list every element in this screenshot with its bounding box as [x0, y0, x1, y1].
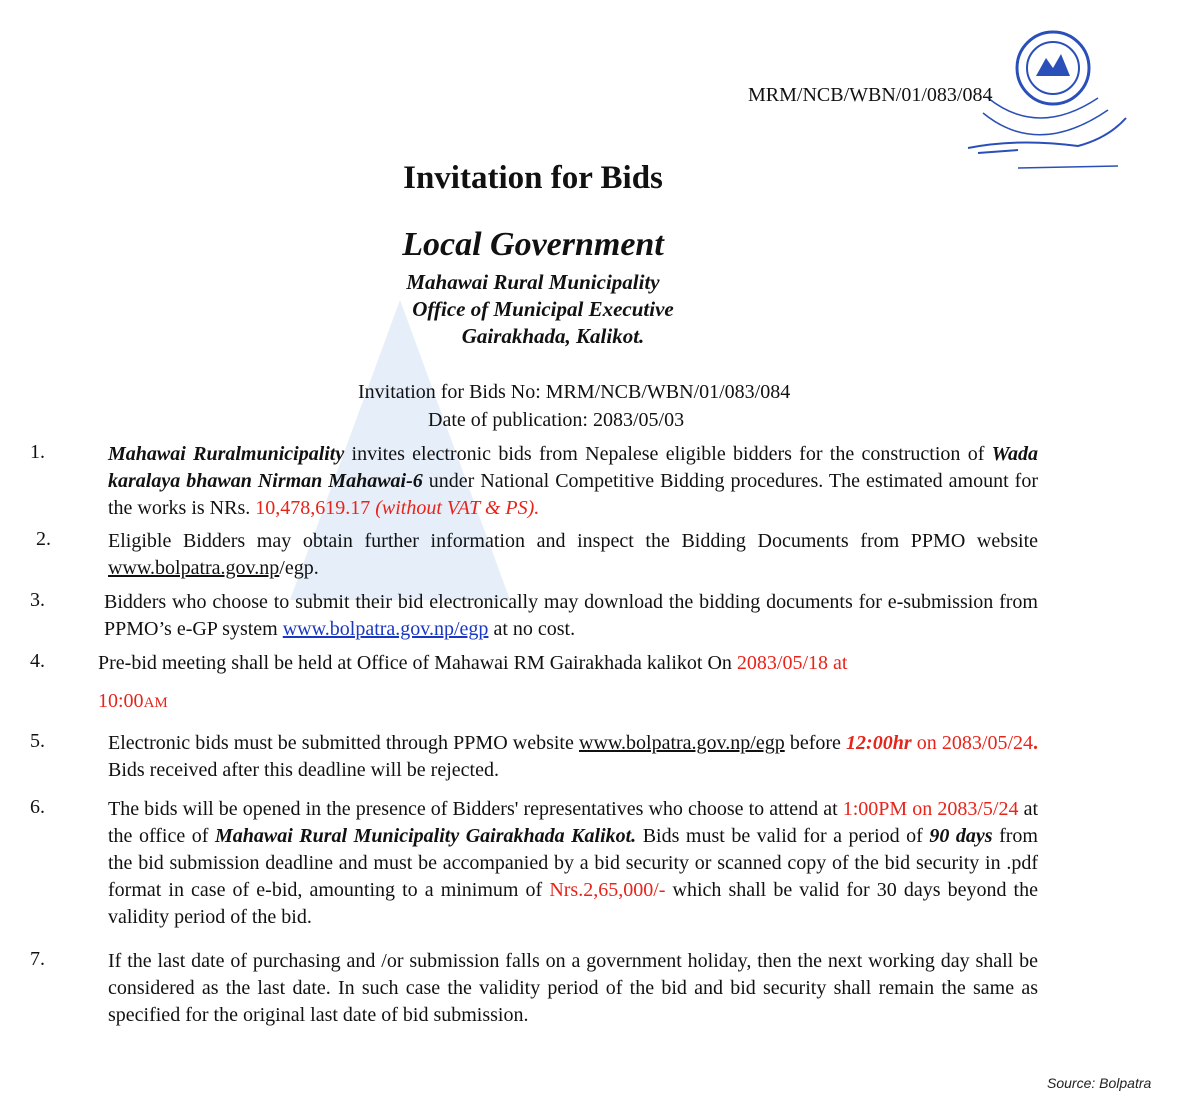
item-4-number: 4. [30, 650, 45, 672]
source-credit: Source: Bolpatra [1047, 1075, 1152, 1091]
municipality-name: Mahawai Ruralmunicipality [108, 443, 345, 465]
deadline-date: on 2083/05/24 [916, 732, 1034, 754]
item-3-text: Bidders who choose to submit their bid electronically may download the bidding documents for e-submission from PPMO’s e-GP system www.bolpatra.gov.np/egp at no cost. [104, 591, 1038, 640]
bolpatra-link[interactable]: www.bolpatra.gov.np [108, 557, 280, 579]
amount-note: (without VAT & PS). [370, 497, 540, 519]
prebid-date: 2083/05/18 at [736, 652, 848, 674]
item-6-text: The bids will be opened in the presence of Bidders' representatives who choose to attend at 1:00PM on 2083/5/24 at the office of Mahawai Rural Municipality Gairakhada Kalikot. Bids must be valid for a period of 90 days from the bid submission deadline and must be accompanied by a bid security or scanned copy of the bid security in .pdf format in case of e-bid, amounting to a minimum of Nrs.2,65,000/- which shall be valid for 30 days beyond the validity period of the bid. [108, 798, 1039, 928]
item-2-text: Eligible Bidders may obtain further information and inspect the Bidding Documents from PPMO website www.bolpatra.gov.np/egp. [108, 530, 1038, 579]
reference-number: MRM/NCB/WBN/01/083/084 [748, 84, 993, 106]
publication-date: Date of publication: 2083/05/03 [428, 409, 685, 431]
opening-time: 1:00PM on 2083/5/24 [842, 798, 1019, 820]
org-line-address: Gairakhada, Kalikot. [461, 324, 645, 348]
egp-link[interactable]: www.bolpatra.gov.np/egp [282, 618, 489, 640]
page-subtitle: Local Government [402, 226, 664, 263]
item-1-text: Mahawai Ruralmunicipality invites electronic bids from Nepalese eligible bidders for the construction of Wada karalaya bhawan Nirman Mahawai-6 under National Competitive Bidding procedures. The estimated amount for the works is NRs. 10,478,619.17 (without VAT & PS). [108, 443, 1038, 519]
prebid-time: 10:00AM [98, 690, 168, 712]
item-1-number: 1. [30, 441, 45, 463]
item-5-text: Electronic bids must be submitted through PPMO website www.bolpatra.gov.np/egp before 12:00hr on 2083/05/24. Bids received after this deadline will be rejected. [108, 732, 1039, 781]
item-5-number: 5. [30, 730, 45, 752]
page-title: Invitation for Bids [403, 160, 663, 196]
item-7-number: 7. [30, 948, 45, 970]
estimated-amount: 10,478,619.17 [255, 497, 371, 519]
item-2-number: 2. [36, 528, 51, 550]
deadline-time: 12:00hr [846, 732, 912, 754]
org-line-municipality: Mahawai Rural Municipality [406, 270, 660, 294]
submission-link[interactable]: www.bolpatra.gov.np/egp [579, 732, 785, 754]
item-3-number: 3. [30, 589, 45, 611]
item-4-text: Pre-bid meeting shall be held at Office of Mahawai RM Gairakhada kalikot On 2083/05/18 at [98, 652, 848, 674]
bid-security-amount: Nrs.2,65,000/- [549, 879, 666, 901]
org-line-office: Office of Municipal Executive [412, 297, 674, 321]
ifb-number: Invitation for Bids No: MRM/NCB/WBN/01/083/084 [358, 381, 791, 403]
validity-days: 90 days [929, 825, 993, 847]
opening-venue: Mahawai Rural Municipality Gairakhada Kalikot. [214, 825, 637, 847]
item-6-number: 6. [30, 796, 45, 818]
item-7-text: If the last date of purchasing and /or submission falls on a government holiday, then the next working day shall be considered as the last date. In such case the validity period of the bid and bid security shall remain the same as specified for the original last date of bid submission. [108, 950, 1038, 1026]
project-name: Wada karalaya bhawan Nirman Mahawai-6 [108, 443, 1038, 492]
